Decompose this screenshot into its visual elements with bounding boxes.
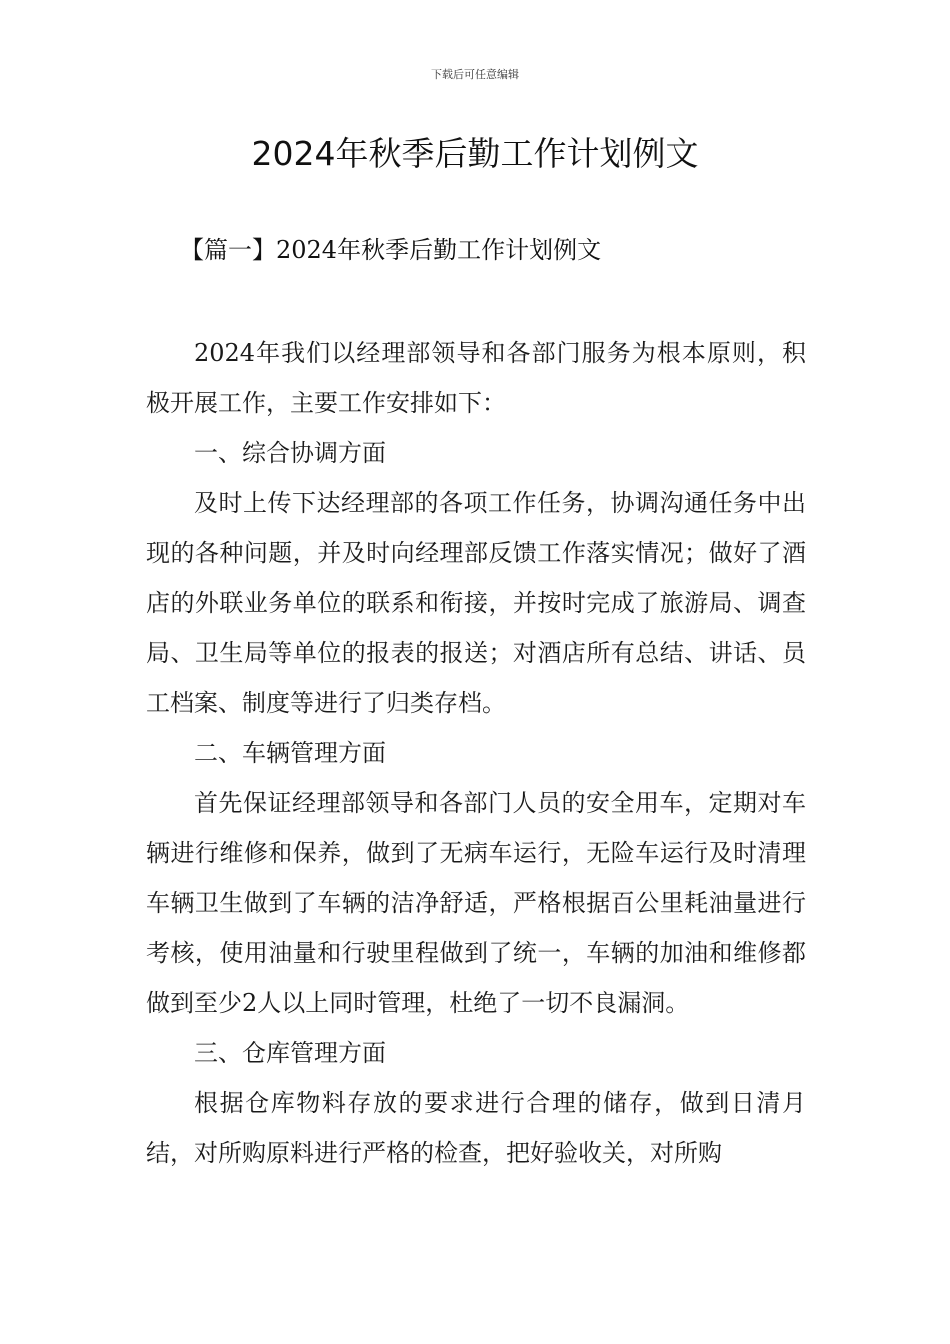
paragraph-warehouse-management: 根据仓库物料存放的要求进行合理的储存，做到日清月结，对所购原料进行严格的检查，把好验收关，对所购 <box>146 1089 806 1167</box>
paragraph-coordination: 及时上传下达经理部的各项工作任务，协调沟通任务中出现的各种问题，并及时向经理部反馈工作落实情况；做好了酒店的外联业务单位的联系和衔接，并按时完成了旅游局、调查局、卫生局等单位的报表的报送；对酒店所有总结、讲话、员工档案、制度等进行了归类存档。 <box>146 489 806 717</box>
paragraph-vehicle-management: 首先保证经理部领导和各部门人员的安全用车，定期对车辆进行维修和保养，做到了无病车运行，无险车运行及时清理车辆卫生做到了车辆的洁净舒适，严格根据百公里耗油量进行考核，使用油量和行驶里程做到了统一，车辆的加油和维修都做到至少2人以上同时管理，杜绝了一切不良漏洞。 <box>146 789 806 1017</box>
document-title: 2024年秋季后勤工作计划例文 <box>251 134 699 173</box>
header-note: 下载后可任意编辑 <box>431 68 519 81</box>
section-title: 【篇一】2024年秋季后勤工作计划例文 <box>180 236 602 264</box>
paragraph-intro: 2024年我们以经理部领导和各部门服务为根本原则，积极开展工作，主要工作安排如下： <box>146 339 806 417</box>
document-body <box>146 328 806 1178</box>
heading-coordination: 一、综合协调方面 <box>194 439 386 467</box>
heading-vehicle-management: 二、车辆管理方面 <box>194 739 386 767</box>
heading-warehouse-management: 三、仓库管理方面 <box>194 1039 386 1067</box>
